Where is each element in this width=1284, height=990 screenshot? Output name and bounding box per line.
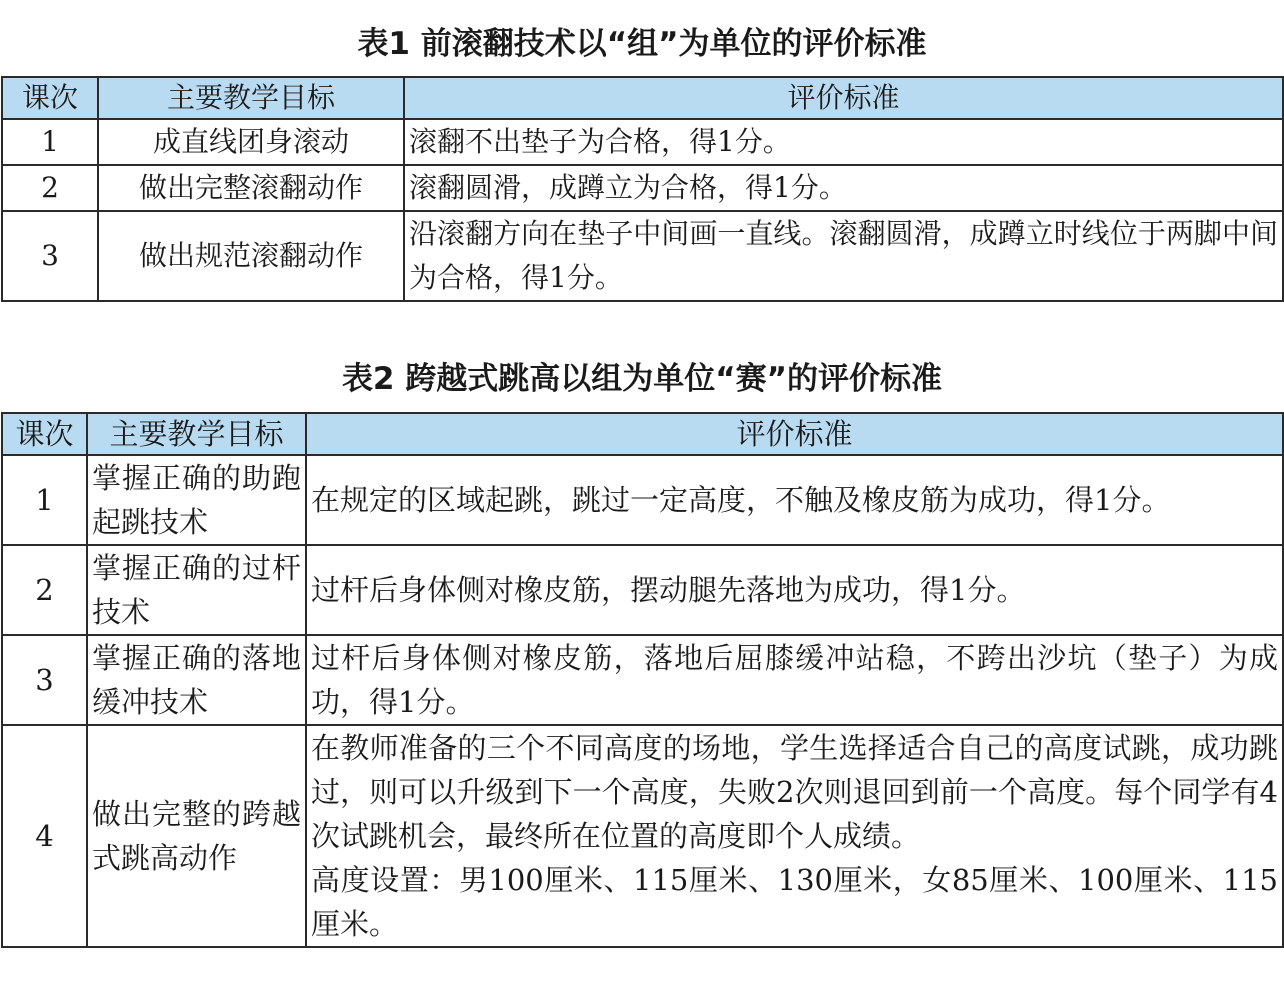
criteria-paragraph: 在教师准备的三个不同高度的场地，学生选择适合自己的高度试跳，成功跳过，则可以升级到下一个高度，失败2次则退回到前一个高度。每个同学有4次试跳机会，最终所在位置的高度即个人成绩。 [311,731,1278,853]
evaluation-criteria: 过杆后身体侧对橡皮筋，落地后屈膝缓冲站稳，不跨出沙坑（垫子）为成功，得1分。 [306,635,1283,725]
table1-title: 表1 前滚翻技术以“组”为单位的评价标准 [357,26,927,62]
lesson-number: 1 [2,119,98,165]
evaluation-criteria: 沿滚翻方向在垫子中间画一直线。滚翻圆滑，成蹲立时线位于两脚中间为合格，得1分。 [404,211,1283,301]
evaluation-criteria: 过杆后身体侧对橡皮筋，摆动腿先落地为成功，得1分。 [306,545,1283,635]
table-row [2,119,1283,165]
evaluation-criteria [306,725,1283,947]
teaching-goal: 做出完整的跨越式跳高动作 [87,725,306,947]
table1-header-goal: 主要教学目标 [98,77,404,119]
table-row [2,635,1283,725]
teaching-goal: 做出规范滚翻动作 [98,211,404,301]
teaching-goal: 掌握正确的落地缓冲技术 [87,635,306,725]
table-row [2,211,1283,301]
teaching-goal: 成直线团身滚动 [98,119,404,165]
table1-header-row [2,77,1283,119]
table-row [2,165,1283,211]
table1 [1,76,1284,302]
lesson-number: 2 [2,545,87,635]
teaching-goal: 掌握正确的过杆技术 [87,545,306,635]
evaluation-criteria: 滚翻不出垫子为合格，得1分。 [404,119,1283,165]
evaluation-criteria: 滚翻圆滑，成蹲立为合格，得1分。 [404,165,1283,211]
table1-header-criteria: 评价标准 [404,77,1283,119]
table-row [2,545,1283,635]
lesson-number: 4 [2,725,87,947]
lesson-number: 1 [2,455,87,545]
table2-header-goal: 主要教学目标 [87,413,306,455]
teaching-goal: 掌握正确的助跑起跳技术 [87,455,306,545]
lesson-number: 3 [2,211,98,301]
evaluation-criteria: 在规定的区域起跳，跳过一定高度，不触及橡皮筋为成功，得1分。 [306,455,1283,545]
table-row [2,725,1283,947]
table2-header-row [2,413,1283,455]
table2 [1,412,1284,948]
lesson-number: 2 [2,165,98,211]
table1-header-lesson: 课次 [2,77,98,119]
table2-title: 表2 跨越式跳高以组为单位“赛”的评价标准 [341,361,943,397]
table-row [2,455,1283,545]
lesson-number: 3 [2,635,87,725]
table2-header-criteria: 评价标准 [306,413,1283,455]
table2-header-lesson: 课次 [2,413,87,455]
height-settings: 高度设置：男100厘米、115厘米、130厘米，女85厘米、100厘米、115厘米。 [311,863,1278,941]
teaching-goal: 做出完整滚翻动作 [98,165,404,211]
